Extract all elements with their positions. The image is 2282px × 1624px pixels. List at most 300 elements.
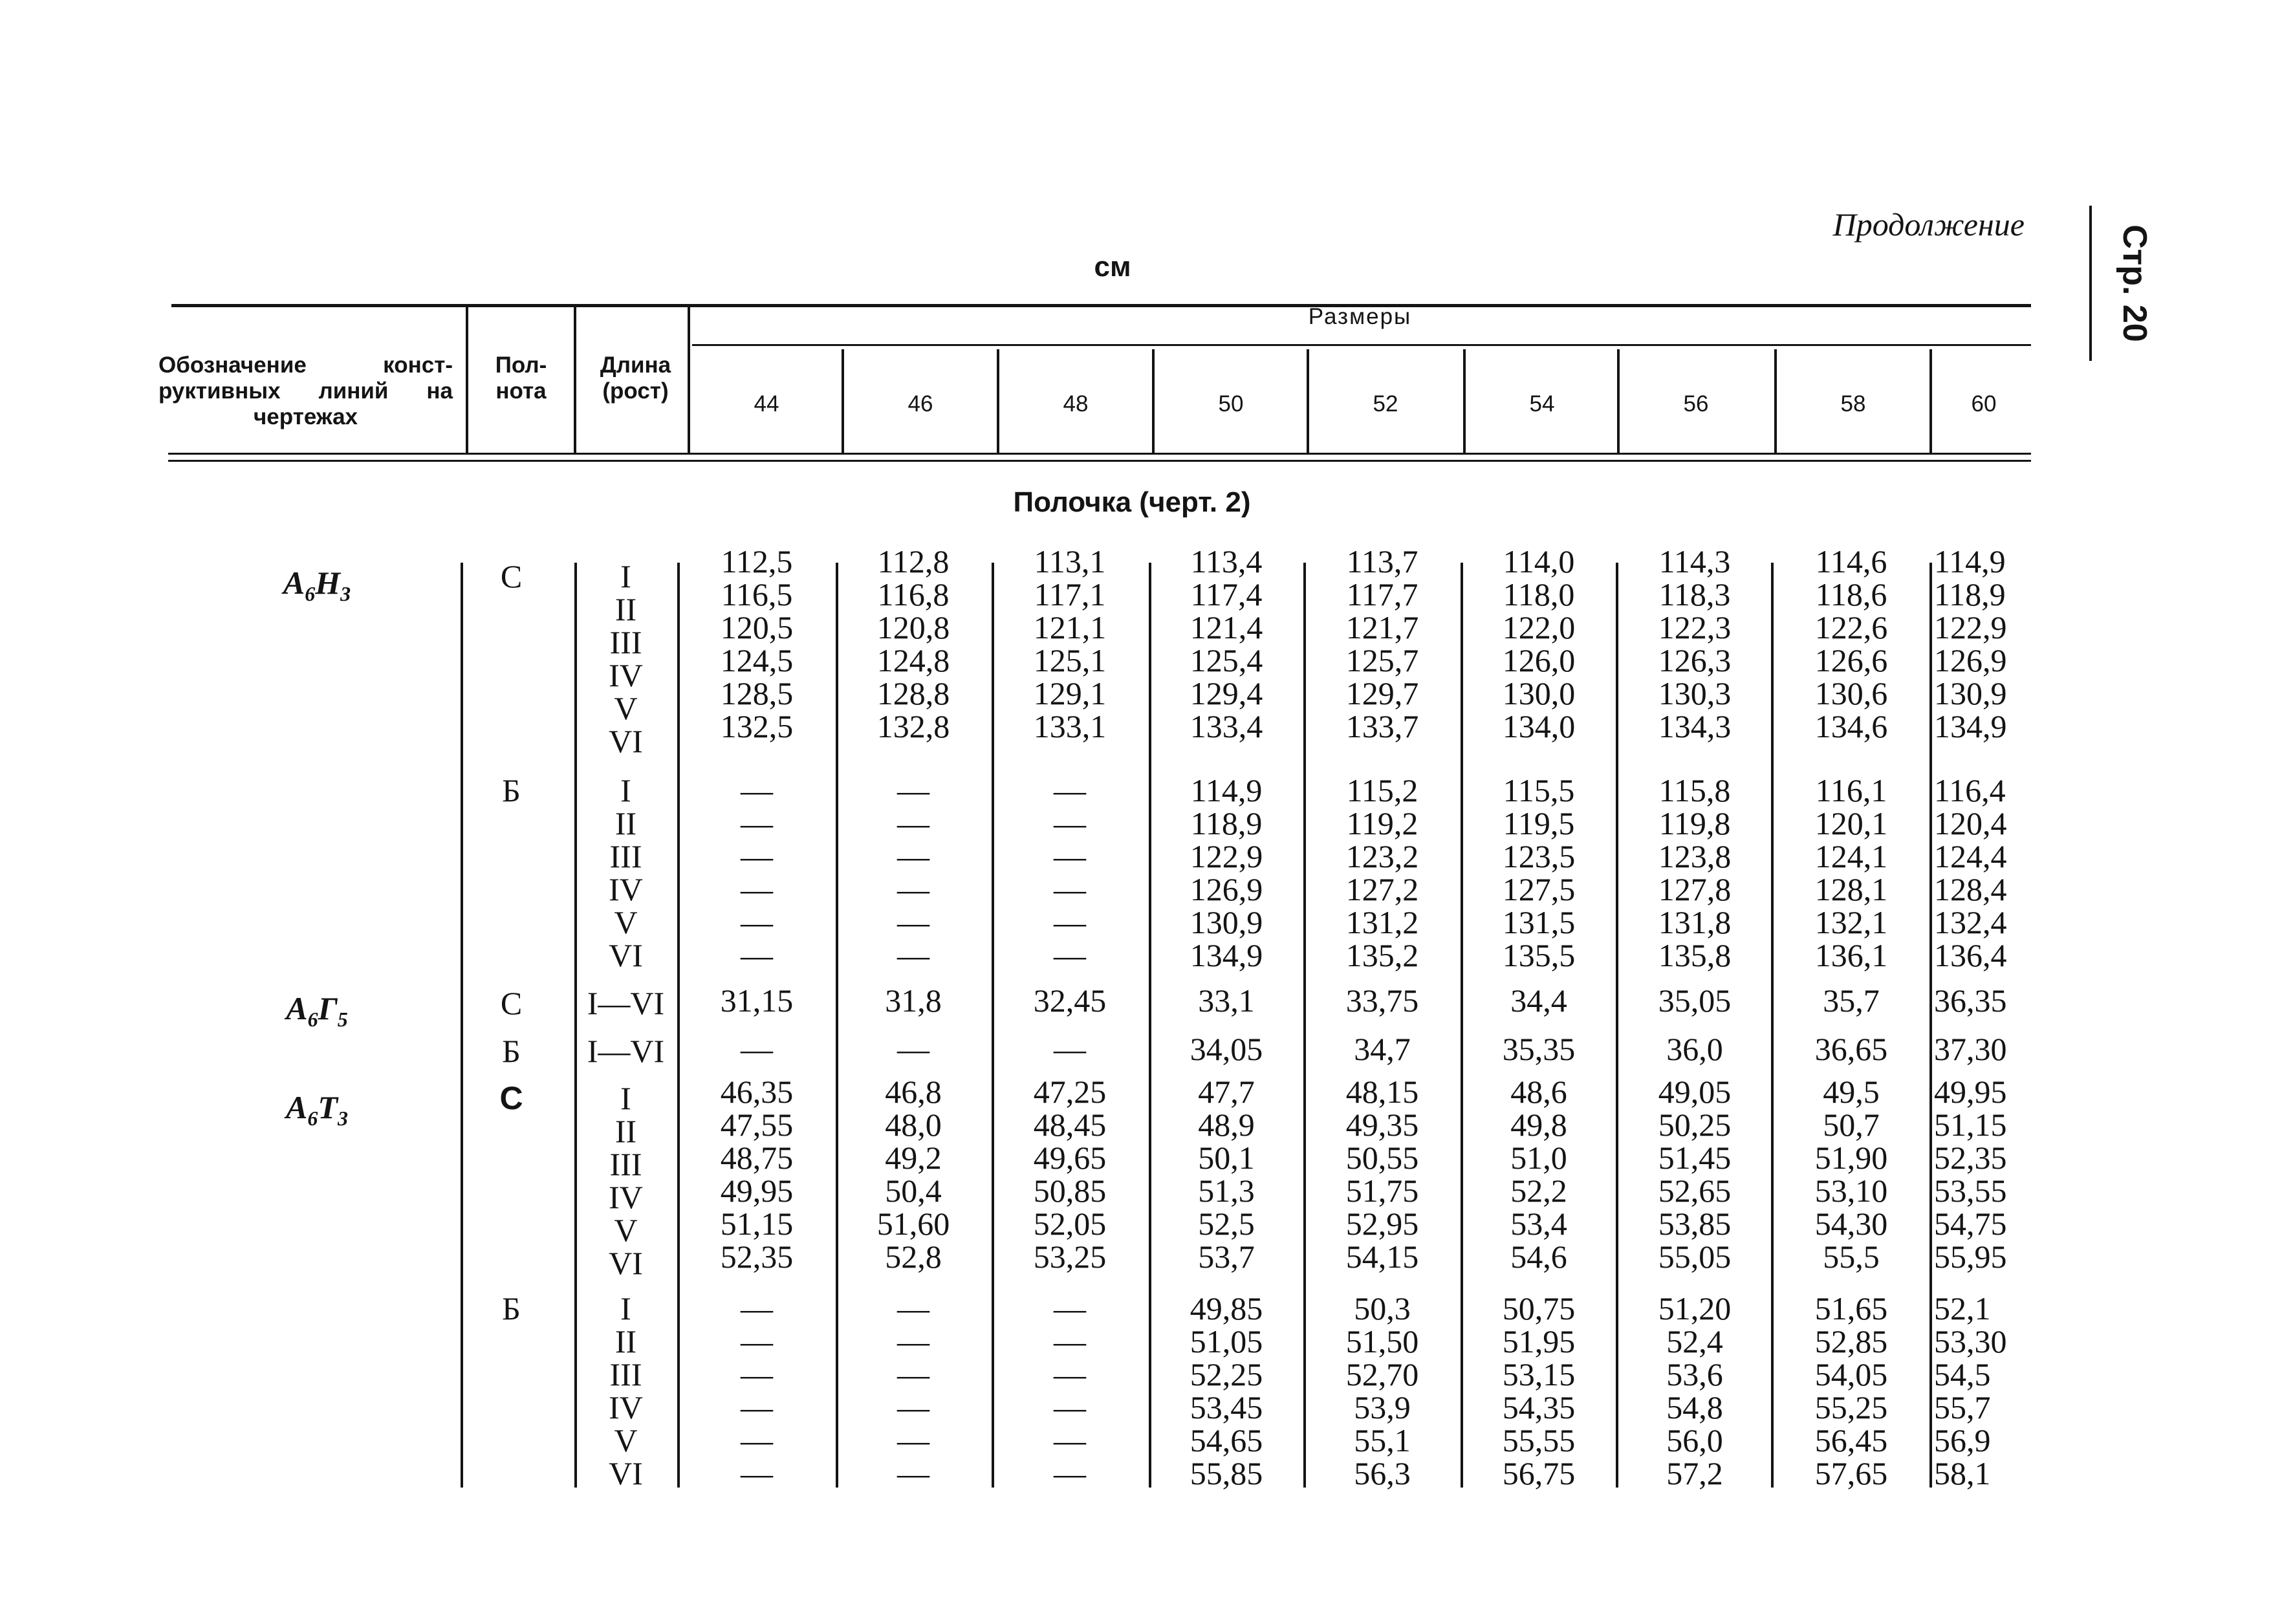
value-cell: 34,7 <box>1354 1031 1411 1067</box>
value-cell: 118,9 <box>1934 576 2006 612</box>
value-column-56 <box>1630 774 1759 972</box>
value-cell: 55,7 <box>1934 1389 1991 1425</box>
header-divider <box>574 304 576 454</box>
value-cell: 134,9 <box>1934 708 2007 744</box>
value-cell: 118,0 <box>1503 576 1575 612</box>
value-cell: 53,25 <box>1033 1239 1107 1275</box>
value-cell: 54,75 <box>1934 1206 2007 1242</box>
value-cell: 114,0 <box>1503 543 1575 579</box>
fullness-cell: Б <box>502 1033 521 1069</box>
value-cell: — <box>897 805 929 841</box>
value-cell: 49,8 <box>1510 1107 1567 1143</box>
value-cell: — <box>741 1422 773 1458</box>
value-cell: — <box>897 1031 929 1067</box>
rost-cell: I—VI <box>587 1033 665 1069</box>
value-cell: 36,35 <box>1934 982 2007 1019</box>
header-sizes-label: Размеры <box>1308 304 1412 329</box>
rost-column <box>569 1082 682 1280</box>
value-column-44 <box>692 1033 821 1066</box>
value-cell: 130,6 <box>1814 675 1888 711</box>
value-cell: — <box>741 904 773 940</box>
value-cell: 128,5 <box>720 675 794 711</box>
fullness-cell: С <box>500 985 523 1021</box>
value-cell: 32,45 <box>1033 982 1107 1019</box>
value-cell: 53,10 <box>1814 1173 1888 1209</box>
value-column-56 <box>1630 1292 1759 1490</box>
value-cell: — <box>897 1422 929 1458</box>
rost-cell: II <box>614 1323 637 1359</box>
value-cell: 54,15 <box>1345 1239 1419 1275</box>
value-cell: — <box>897 1290 929 1326</box>
value-column-46 <box>849 1292 978 1490</box>
sizes-rule <box>692 344 2031 346</box>
value-cell: — <box>1054 1455 1086 1491</box>
value-cell: 52,35 <box>720 1239 794 1275</box>
value-column-58 <box>1787 1292 1916 1490</box>
value-cell: 127,5 <box>1502 871 1576 907</box>
value-cell: 133,7 <box>1345 708 1419 744</box>
rost-cell: I <box>620 1290 631 1326</box>
value-cell: — <box>741 1389 773 1425</box>
value-cell: 53,6 <box>1666 1356 1723 1392</box>
value-cell: 31,15 <box>720 982 794 1019</box>
value-cell: 52,1 <box>1934 1290 1991 1326</box>
value-cell: 129,1 <box>1033 675 1107 711</box>
value-cell: — <box>1054 1290 1086 1326</box>
value-column-54 <box>1474 545 1603 743</box>
value-cell: 37,30 <box>1934 1031 2007 1067</box>
header-size-46: 46 <box>907 391 933 417</box>
value-column-56 <box>1630 984 1759 1017</box>
value-cell: 113,4 <box>1190 543 1263 579</box>
value-cell: 129,7 <box>1345 675 1419 711</box>
value-cell: 35,35 <box>1502 1031 1576 1067</box>
value-cell: 54,30 <box>1814 1206 1888 1242</box>
rost-cell: VI <box>609 1245 643 1281</box>
value-cell: 46,8 <box>885 1074 942 1110</box>
value-cell: 49,95 <box>720 1173 794 1209</box>
value-cell: 117,4 <box>1190 576 1263 612</box>
value-cell: 55,1 <box>1354 1422 1411 1458</box>
value-cell: 57,2 <box>1666 1455 1723 1491</box>
value-cell: 122,9 <box>1934 609 2007 645</box>
value-cell: 124,5 <box>720 642 794 678</box>
body-divider <box>1149 563 1151 1488</box>
value-cell: 36,0 <box>1666 1031 1723 1067</box>
value-cell: 56,3 <box>1354 1455 1411 1491</box>
value-cell: 35,7 <box>1823 982 1880 1019</box>
value-cell: 54,6 <box>1510 1239 1567 1275</box>
rost-cell: III <box>609 1356 642 1392</box>
rost-cell: VI <box>609 723 643 759</box>
value-cell: 51,90 <box>1814 1140 1888 1176</box>
value-cell: 56,75 <box>1502 1455 1576 1491</box>
value-column-60 <box>1934 774 2031 972</box>
value-cell: 49,35 <box>1345 1107 1419 1143</box>
value-cell: 34,4 <box>1510 982 1567 1019</box>
rost-cell: IV <box>609 1389 643 1425</box>
page-number-rule <box>2089 206 2092 361</box>
value-cell: 51,60 <box>876 1206 950 1242</box>
value-cell: — <box>1054 1389 1086 1425</box>
value-cell: — <box>897 937 929 973</box>
header-length: Длина (рост) <box>600 352 671 404</box>
value-cell: 132,1 <box>1814 904 1888 940</box>
value-cell: 51,3 <box>1198 1173 1255 1209</box>
rost-cell: V <box>614 1422 638 1458</box>
value-cell: 128,8 <box>876 675 950 711</box>
value-cell: 135,2 <box>1345 937 1419 973</box>
value-cell: 48,75 <box>720 1140 794 1176</box>
value-column-58 <box>1787 984 1916 1017</box>
value-cell: 52,85 <box>1814 1323 1888 1359</box>
value-cell: 132,5 <box>720 708 794 744</box>
value-column-52 <box>1318 984 1447 1017</box>
value-cell: 48,0 <box>885 1107 942 1143</box>
rost-cell: III <box>609 624 642 660</box>
value-cell: 123,5 <box>1502 838 1576 874</box>
value-cell: — <box>741 838 773 874</box>
value-cell: — <box>1054 1422 1086 1458</box>
header-bottom-rule-1 <box>168 453 2031 455</box>
value-cell: 118,9 <box>1190 805 1263 841</box>
rost-column <box>569 774 682 972</box>
value-column-52 <box>1318 774 1447 972</box>
value-column-52 <box>1318 1292 1447 1490</box>
value-cell: 124,8 <box>876 642 950 678</box>
value-cell: 52,5 <box>1198 1206 1255 1242</box>
value-cell: 55,05 <box>1658 1239 1732 1275</box>
value-cell: 117,1 <box>1034 576 1106 612</box>
rost-cell: II <box>614 591 637 627</box>
value-cell: — <box>1054 772 1086 808</box>
rost-cell: II <box>614 1113 637 1149</box>
value-cell: 132,4 <box>1934 904 2007 940</box>
value-cell: 117,7 <box>1346 576 1418 612</box>
value-cell: 129,4 <box>1190 675 1263 711</box>
value-cell: — <box>897 1455 929 1491</box>
value-cell: 31,8 <box>885 982 942 1019</box>
value-cell: — <box>1054 904 1086 940</box>
value-cell: 130,9 <box>1190 904 1263 940</box>
header-size-58: 58 <box>1840 391 1866 417</box>
value-cell: 49,65 <box>1033 1140 1107 1176</box>
value-cell: 130,9 <box>1934 675 2007 711</box>
value-cell: 53,4 <box>1510 1206 1567 1242</box>
value-cell: 48,6 <box>1510 1074 1567 1110</box>
value-cell: — <box>741 805 773 841</box>
value-cell: — <box>741 871 773 907</box>
value-cell: 126,0 <box>1502 642 1576 678</box>
value-column-54 <box>1474 1076 1603 1273</box>
section-title: Полочка (черт. 2) <box>1013 486 1251 518</box>
value-cell: 51,95 <box>1502 1323 1576 1359</box>
value-column-50 <box>1162 545 1291 743</box>
value-column-48 <box>1005 545 1135 743</box>
line-designation-a6t3: $А_6Т_3$ <box>286 1089 348 1130</box>
value-cell: 116,5 <box>721 576 793 612</box>
value-cell: 50,75 <box>1502 1290 1576 1326</box>
value-cell: 36,65 <box>1814 1031 1888 1067</box>
value-column-46 <box>849 984 978 1017</box>
value-cell: — <box>741 1455 773 1491</box>
rost-cell: I <box>620 772 631 808</box>
value-cell: 50,4 <box>885 1173 942 1209</box>
value-cell: 54,5 <box>1934 1356 1991 1392</box>
value-cell: 48,9 <box>1198 1107 1255 1143</box>
body-divider <box>461 563 463 1488</box>
value-cell: 51,45 <box>1658 1140 1732 1176</box>
value-cell: 112,5 <box>721 543 793 579</box>
value-cell: 51,05 <box>1190 1323 1263 1359</box>
value-cell: 128,1 <box>1814 871 1888 907</box>
value-cell: 48,45 <box>1033 1107 1107 1143</box>
value-cell: 51,20 <box>1658 1290 1732 1326</box>
value-cell: — <box>1054 937 1086 973</box>
value-column-44 <box>692 774 821 972</box>
value-cell: 56,0 <box>1666 1422 1723 1458</box>
value-cell: 116,1 <box>1815 772 1887 808</box>
value-cell: — <box>1054 805 1086 841</box>
value-cell: 132,8 <box>876 708 950 744</box>
value-column-54 <box>1474 1033 1603 1066</box>
value-cell: 114,9 <box>1934 543 2006 579</box>
value-cell: 115,5 <box>1503 772 1575 808</box>
value-cell: 49,5 <box>1823 1074 1880 1110</box>
value-cell: 118,6 <box>1815 576 1887 612</box>
rost-cell: VI <box>609 937 643 973</box>
header-size-44: 44 <box>754 391 779 417</box>
value-column-46 <box>849 1076 978 1273</box>
value-column-56 <box>1630 1033 1759 1066</box>
value-column-54 <box>1474 774 1603 972</box>
rost-cell: IV <box>609 657 643 693</box>
value-cell: 50,3 <box>1354 1290 1411 1326</box>
rost-cell: VI <box>609 1455 643 1491</box>
value-cell: 50,55 <box>1345 1140 1419 1176</box>
value-column-48 <box>1005 984 1135 1017</box>
value-cell: 125,4 <box>1190 642 1263 678</box>
value-cell: 114,6 <box>1815 543 1887 579</box>
value-cell: — <box>897 871 929 907</box>
value-cell: 48,15 <box>1345 1074 1419 1110</box>
value-column-48 <box>1005 1076 1135 1273</box>
value-cell: 58,1 <box>1934 1455 1991 1491</box>
body-divider <box>1461 563 1463 1488</box>
rost-cell: I <box>620 558 631 594</box>
value-cell: — <box>741 1356 773 1392</box>
value-cell: 125,7 <box>1345 642 1419 678</box>
value-cell: 122,9 <box>1190 838 1263 874</box>
value-column-60 <box>1934 545 2031 743</box>
value-cell: — <box>741 937 773 973</box>
header-size-56: 56 <box>1683 391 1709 417</box>
value-cell: 114,3 <box>1658 543 1731 579</box>
value-cell: 54,8 <box>1666 1389 1723 1425</box>
rost-column <box>569 987 682 1020</box>
value-column-60 <box>1934 1076 2031 1273</box>
value-cell: 49,2 <box>885 1140 942 1176</box>
value-cell: 120,8 <box>876 609 950 645</box>
value-cell: 112,8 <box>877 543 950 579</box>
value-cell: 52,25 <box>1190 1356 1263 1392</box>
value-cell: 52,35 <box>1934 1140 2007 1176</box>
value-cell: 52,70 <box>1345 1356 1419 1392</box>
value-cell: 124,4 <box>1934 838 2007 874</box>
value-cell: 113,7 <box>1346 543 1418 579</box>
value-cell: 55,85 <box>1190 1455 1263 1491</box>
value-cell: 55,25 <box>1814 1389 1888 1425</box>
value-column-60 <box>1934 1033 2031 1066</box>
value-cell: 121,4 <box>1190 609 1263 645</box>
value-cell: 126,3 <box>1658 642 1732 678</box>
value-cell: — <box>741 772 773 808</box>
value-cell: — <box>1054 1323 1086 1359</box>
page-number: Стр. 20 <box>2116 224 2153 342</box>
value-cell: 125,1 <box>1033 642 1107 678</box>
value-cell: — <box>1054 871 1086 907</box>
value-cell: 130,0 <box>1502 675 1576 711</box>
value-cell: 53,9 <box>1354 1389 1411 1425</box>
value-cell: 134,9 <box>1190 937 1263 973</box>
value-column-54 <box>1474 984 1603 1017</box>
value-column-46 <box>849 774 978 972</box>
value-cell: 126,9 <box>1934 642 2007 678</box>
value-cell: — <box>897 904 929 940</box>
rost-cell: II <box>614 805 637 841</box>
value-column-46 <box>849 545 978 743</box>
value-cell: 126,6 <box>1814 642 1888 678</box>
value-cell: — <box>741 1031 773 1067</box>
value-cell: 54,35 <box>1502 1389 1576 1425</box>
rost-cell: IV <box>609 871 643 907</box>
value-cell: 133,1 <box>1033 708 1107 744</box>
value-cell: 131,5 <box>1502 904 1576 940</box>
value-cell: — <box>1054 838 1086 874</box>
value-cell: 127,8 <box>1658 871 1732 907</box>
unit-label: см <box>1094 251 1131 283</box>
rost-cell: V <box>614 904 638 940</box>
value-cell: — <box>897 772 929 808</box>
value-cell: 52,4 <box>1666 1323 1723 1359</box>
rost-column <box>569 560 682 758</box>
value-cell: 54,65 <box>1190 1422 1263 1458</box>
body-divider <box>836 563 838 1488</box>
line-designation-a6n3: $А_6Н_3$ <box>283 565 351 605</box>
value-cell: 116,8 <box>877 576 950 612</box>
rost-cell: I <box>620 1080 631 1116</box>
value-column-48 <box>1005 774 1135 972</box>
value-column-48 <box>1005 1033 1135 1066</box>
value-cell: 57,65 <box>1814 1455 1888 1491</box>
value-cell: 55,95 <box>1934 1239 2007 1275</box>
value-cell: 51,75 <box>1345 1173 1419 1209</box>
value-cell: 55,5 <box>1823 1239 1880 1275</box>
value-cell: 124,1 <box>1814 838 1888 874</box>
rost-column <box>569 1035 682 1068</box>
rost-cell: V <box>614 1212 638 1248</box>
value-cell: 134,6 <box>1814 708 1888 744</box>
value-cell: 115,2 <box>1346 772 1418 808</box>
value-column-50 <box>1162 774 1291 972</box>
value-cell: 53,30 <box>1934 1323 2007 1359</box>
value-cell: 116,4 <box>1934 772 2006 808</box>
value-column-56 <box>1630 545 1759 743</box>
body-divider <box>1303 563 1306 1488</box>
value-column-50 <box>1162 984 1291 1017</box>
value-column-44 <box>692 984 821 1017</box>
value-cell: 122,0 <box>1502 609 1576 645</box>
value-cell: 128,4 <box>1934 871 2007 907</box>
value-cell: 136,1 <box>1814 937 1888 973</box>
value-cell: — <box>897 1323 929 1359</box>
value-cell: 53,55 <box>1934 1173 2007 1209</box>
value-cell: 54,05 <box>1814 1356 1888 1392</box>
rost-cell: V <box>614 690 638 726</box>
header-bottom-rule-2 <box>168 460 2031 462</box>
value-column-54 <box>1474 1292 1603 1490</box>
value-cell: 123,8 <box>1658 838 1732 874</box>
value-cell: 52,65 <box>1658 1173 1732 1209</box>
value-cell: 53,45 <box>1190 1389 1263 1425</box>
value-cell: 134,3 <box>1658 708 1732 744</box>
value-cell: — <box>897 1356 929 1392</box>
value-cell: 46,35 <box>720 1074 794 1110</box>
value-cell: 52,2 <box>1510 1173 1567 1209</box>
value-cell: 113,1 <box>1034 543 1106 579</box>
value-column-50 <box>1162 1076 1291 1273</box>
value-cell: 34,05 <box>1190 1031 1263 1067</box>
value-cell: 135,5 <box>1502 937 1576 973</box>
value-cell: 134,0 <box>1502 708 1576 744</box>
value-cell: — <box>897 1389 929 1425</box>
value-cell: 53,85 <box>1658 1206 1732 1242</box>
value-column-58 <box>1787 1033 1916 1066</box>
value-cell: 130,3 <box>1658 675 1732 711</box>
value-cell: 49,85 <box>1190 1290 1263 1326</box>
value-cell: 56,45 <box>1814 1422 1888 1458</box>
header-designation: Обозначение конст- руктивных линий на чертежах <box>158 352 453 429</box>
header-size-52: 52 <box>1373 391 1398 417</box>
value-cell: 120,5 <box>720 609 794 645</box>
body-divider <box>1929 563 1932 1488</box>
rost-column <box>569 1292 682 1490</box>
value-cell: 50,1 <box>1198 1140 1255 1176</box>
value-column-44 <box>692 1292 821 1490</box>
value-cell: 52,8 <box>885 1239 942 1275</box>
fullness-cell: С <box>500 558 523 594</box>
fullness-cell: Б <box>502 772 521 808</box>
value-cell: 122,6 <box>1814 609 1888 645</box>
value-cell: 33,75 <box>1345 982 1419 1019</box>
value-cell: 133,4 <box>1190 708 1263 744</box>
value-column-58 <box>1787 1076 1916 1273</box>
value-column-60 <box>1934 984 2031 1017</box>
value-cell: 50,25 <box>1658 1107 1732 1143</box>
line-designation-a6g5: $А_6Г_5$ <box>286 990 348 1031</box>
value-column-58 <box>1787 545 1916 743</box>
header-divider <box>466 304 468 454</box>
value-cell: 136,4 <box>1934 937 2007 973</box>
value-column-60 <box>1934 1292 2031 1490</box>
continuation-label: Продолжение <box>1832 206 2025 243</box>
value-cell: — <box>897 838 929 874</box>
rost-cell: IV <box>609 1179 643 1215</box>
page-number-box <box>2089 206 2180 361</box>
value-cell: — <box>1054 1031 1086 1067</box>
value-cell: 135,8 <box>1658 937 1732 973</box>
value-cell: 51,65 <box>1814 1290 1888 1326</box>
